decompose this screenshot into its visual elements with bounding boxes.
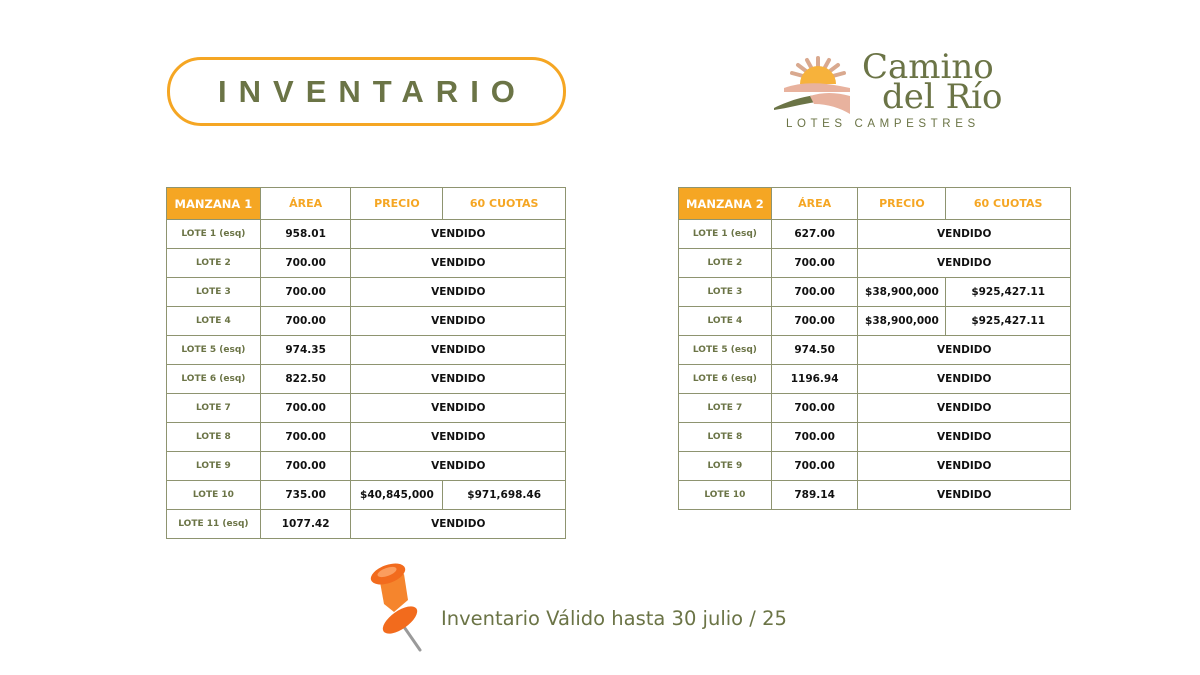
status-cell: VENDIDO [351, 220, 566, 249]
precio-cell: $38,900,000 [858, 307, 946, 336]
manzana-2-table [678, 187, 1071, 510]
lote-cell: LOTE 1 (esq) [679, 220, 772, 249]
header-manzana: MANZANA 2 [679, 188, 772, 220]
status-cell: VENDIDO [351, 365, 566, 394]
header-precio: PRECIO [858, 188, 946, 220]
header-manzana: MANZANA 1 [167, 188, 261, 220]
area-cell: 958.01 [260, 220, 351, 249]
status-cell: VENDIDO [351, 336, 566, 365]
table-row [167, 394, 566, 423]
table-row [167, 365, 566, 394]
table-row [167, 278, 566, 307]
cuotas-cell: $971,698.46 [443, 481, 566, 510]
precio-cell: $40,845,000 [351, 481, 443, 510]
area-cell: 700.00 [260, 452, 351, 481]
lote-cell: LOTE 7 [679, 394, 772, 423]
precio-cell: $38,900,000 [858, 278, 946, 307]
brand-logo [770, 48, 1010, 133]
header-precio: PRECIO [351, 188, 443, 220]
area-cell: 700.00 [771, 249, 858, 278]
lote-cell: LOTE 10 [679, 481, 772, 510]
area-cell: 700.00 [771, 278, 858, 307]
table-header-row [679, 188, 1071, 220]
area-cell: 700.00 [260, 249, 351, 278]
logo-line1: Camino [862, 47, 994, 87]
table-row [167, 510, 566, 539]
status-cell: VENDIDO [858, 336, 1071, 365]
table-header-row [167, 188, 566, 220]
page-title: INVENTARIO [218, 73, 527, 109]
lote-cell: LOTE 6 (esq) [167, 365, 261, 394]
title-pill [167, 57, 566, 126]
validity-note: Inventario Válido hasta 30 julio / 25 [441, 607, 787, 630]
status-cell: VENDIDO [351, 452, 566, 481]
cuotas-cell: $925,427.11 [946, 278, 1071, 307]
status-cell: VENDIDO [351, 307, 566, 336]
area-cell: 627.00 [771, 220, 858, 249]
status-cell: VENDIDO [858, 365, 1071, 394]
table-row [679, 336, 1071, 365]
lote-cell: LOTE 10 [167, 481, 261, 510]
lote-cell: LOTE 9 [167, 452, 261, 481]
cuotas-cell: $925,427.11 [946, 307, 1071, 336]
manzana-1-table [166, 187, 566, 539]
table-row [679, 220, 1071, 249]
table-row [679, 481, 1071, 510]
table-row [167, 452, 566, 481]
area-cell: 1077.42 [260, 510, 351, 539]
lote-cell: LOTE 6 (esq) [679, 365, 772, 394]
table-row [167, 423, 566, 452]
area-cell: 1196.94 [771, 365, 858, 394]
status-cell: VENDIDO [351, 423, 566, 452]
table-row [679, 249, 1071, 278]
area-cell: 974.35 [260, 336, 351, 365]
sun-river-logo-icon [770, 52, 866, 116]
area-cell: 700.00 [771, 452, 858, 481]
lote-cell: LOTE 3 [679, 278, 772, 307]
status-cell: VENDIDO [858, 220, 1071, 249]
lote-cell: LOTE 5 (esq) [679, 336, 772, 365]
area-cell: 974.50 [771, 336, 858, 365]
area-cell: 700.00 [771, 394, 858, 423]
lote-cell: LOTE 8 [679, 423, 772, 452]
area-cell: 700.00 [260, 394, 351, 423]
area-cell: 700.00 [771, 307, 858, 336]
logo-line2: del Río [882, 77, 1003, 117]
table-row [167, 336, 566, 365]
status-cell: VENDIDO [858, 481, 1071, 510]
table-row [679, 307, 1071, 336]
area-cell: 700.00 [260, 278, 351, 307]
lote-cell: LOTE 2 [167, 249, 261, 278]
lote-cell: LOTE 11 (esq) [167, 510, 261, 539]
status-cell: VENDIDO [351, 249, 566, 278]
header-cuotas: 60 CUOTAS [946, 188, 1071, 220]
status-cell: VENDIDO [351, 510, 566, 539]
area-cell: 700.00 [260, 423, 351, 452]
table-row [679, 452, 1071, 481]
status-cell: VENDIDO [858, 423, 1071, 452]
lote-cell: LOTE 2 [679, 249, 772, 278]
table-row [679, 394, 1071, 423]
area-cell: 700.00 [771, 423, 858, 452]
area-cell: 789.14 [771, 481, 858, 510]
table-row [167, 249, 566, 278]
lote-cell: LOTE 9 [679, 452, 772, 481]
lote-cell: LOTE 3 [167, 278, 261, 307]
table-row [679, 423, 1071, 452]
header-cuotas: 60 CUOTAS [443, 188, 566, 220]
header-area: ÁREA [260, 188, 351, 220]
table-row [167, 307, 566, 336]
table-row [679, 365, 1071, 394]
area-cell: 735.00 [260, 481, 351, 510]
lote-cell: LOTE 4 [679, 307, 772, 336]
status-cell: VENDIDO [858, 394, 1071, 423]
table-row [167, 220, 566, 249]
status-cell: VENDIDO [351, 278, 566, 307]
lote-cell: LOTE 5 (esq) [167, 336, 261, 365]
area-cell: 822.50 [260, 365, 351, 394]
table-row [679, 278, 1071, 307]
logo-subtitle: LOTES CAMPESTRES [786, 118, 980, 130]
lote-cell: LOTE 8 [167, 423, 261, 452]
area-cell: 700.00 [260, 307, 351, 336]
lote-cell: LOTE 7 [167, 394, 261, 423]
status-cell: VENDIDO [858, 452, 1071, 481]
status-cell: VENDIDO [351, 394, 566, 423]
table-row [167, 481, 566, 510]
lote-cell: LOTE 1 (esq) [167, 220, 261, 249]
header-area: ÁREA [771, 188, 858, 220]
lote-cell: LOTE 4 [167, 307, 261, 336]
pushpin-icon [360, 560, 426, 652]
status-cell: VENDIDO [858, 249, 1071, 278]
